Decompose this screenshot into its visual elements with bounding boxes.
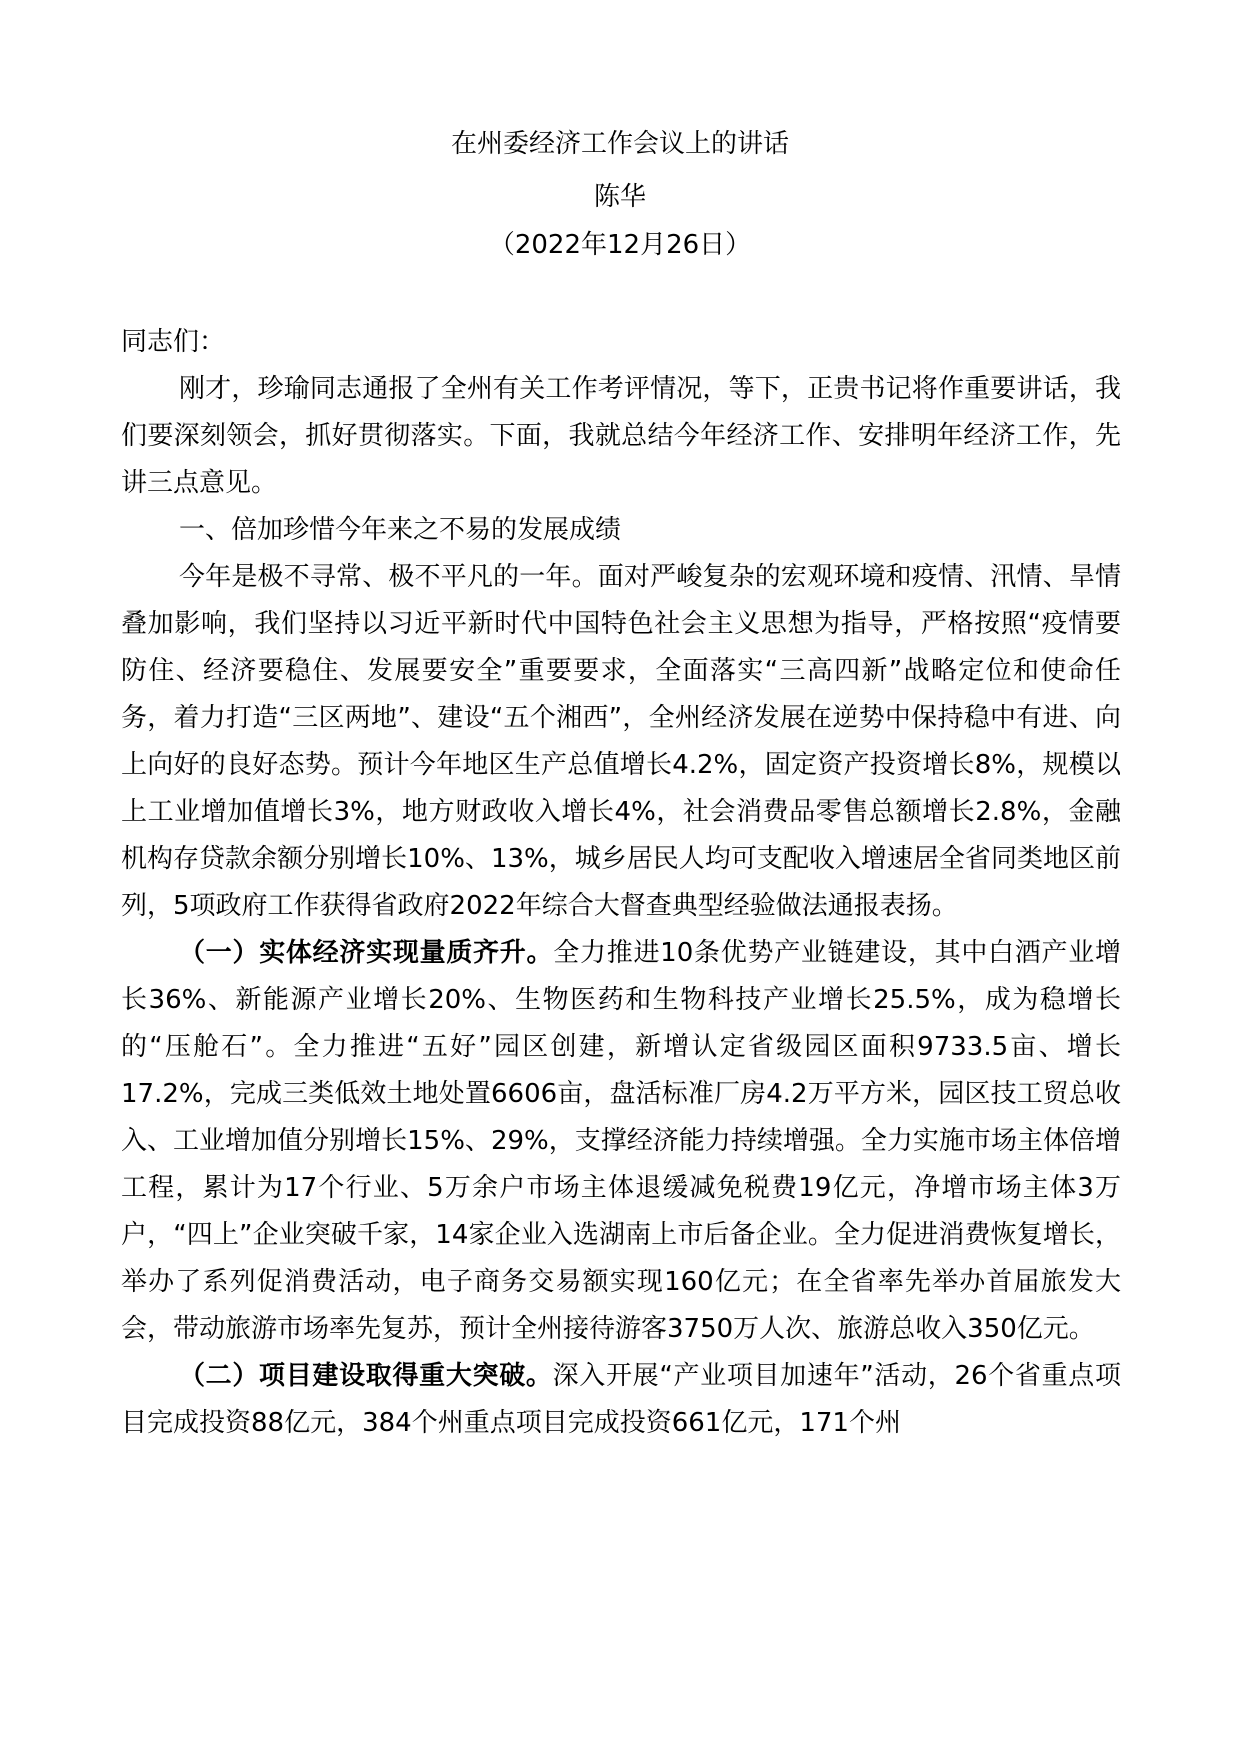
section-heading-text: 一、倍加珍惜今年来之不易的发展成绩 xyxy=(179,515,622,545)
section-heading-1 xyxy=(121,507,1121,554)
paragraph-opening xyxy=(121,366,1121,507)
paragraph-lead: （二）项目建设取得重大突破。 xyxy=(179,1361,553,1391)
document-body xyxy=(121,319,1121,1447)
document-date: （2022年12月26日） xyxy=(488,230,752,260)
paragraph-text: 全力推进10条优势产业链建设，其中白酒产业增长36%、新能源产业增长20%、生物医药和生物科技产业增长25.5%，成为稳增长的“压舱石”。全力推进“五好”园区创建，新增认定省级园区面积9733.5亩、增长17.2%，完成三类低效土地处置6606亩，盘活标准厂房4.2万平方米，园区技工贸总收入、工业增加值分别增长15%、29%，支撑经济能力持续增强。全力实施市场主体倍增工程，累计为17个行业、5万余户市场主体退缓减免税费19亿元，净增市场主体3万户，“四上”企业突破千家，14家企业入选湖南上市后备企业。全力促进消费恢复增长，举办了系列促消费活动，电子商务交易额实现160亿元；在全省率先举办首届旅发大会，带动旅游市场率先复苏，预计全州接待游客3750万人次、旅游总收入350亿元。 xyxy=(121,938,1121,1344)
paragraph-real-economy xyxy=(121,930,1121,1353)
paragraph-text: 刚才，珍瑜同志通报了全州有关工作考评情况，等下，正贵书记将作重要讲话，我们要深刻领会，抓好贯彻落实。下面，我就总结今年经济工作、安排明年经济工作，先讲三点意见。 xyxy=(121,374,1121,498)
paragraph-lead: （一）实体经济实现量质齐升。 xyxy=(179,938,554,968)
paragraph-projects xyxy=(121,1353,1121,1447)
greeting: 同志们： xyxy=(121,327,226,357)
document-author: 陈华 xyxy=(593,182,646,212)
paragraph-text: 今年是极不寻常、极不平凡的一年。面对严峻复杂的宏观环境和疫情、汛情、旱情叠加影响，我们坚持以习近平新时代中国特色社会主义思想为指导，严格按照“疫情要防住、经济要稳住、发展要安全”重要要求，全面落实“三高四新”战略定位和使命任务，着力打造“三区两地”、建设“五个湘西”，全州经济发展在逆势中保持稳中有进、向上向好的良好态势。预计今年地区生产总值增长4.2%，固定资产投资增长8%，规模以上工业增加值增长3%，地方财政收入增长4%，社会消费品零售总额增长2.8%，金融机构存贷款余额分别增长10%、13%，城乡居民人均可支配收入增速居全省同类地区前列，5项政府工作获得省政府2022年综合大督查典型经验做法通报表扬。 xyxy=(121,562,1121,921)
paragraph-overview xyxy=(121,554,1121,930)
paragraph-text: 深入开展“产业项目加速年”活动，26个省重点项目完成投资88亿元，384个州重点项目完成投资661亿元，171个州 xyxy=(121,1361,1121,1438)
document-title: 在州委经济工作会议上的讲话 xyxy=(450,129,789,159)
